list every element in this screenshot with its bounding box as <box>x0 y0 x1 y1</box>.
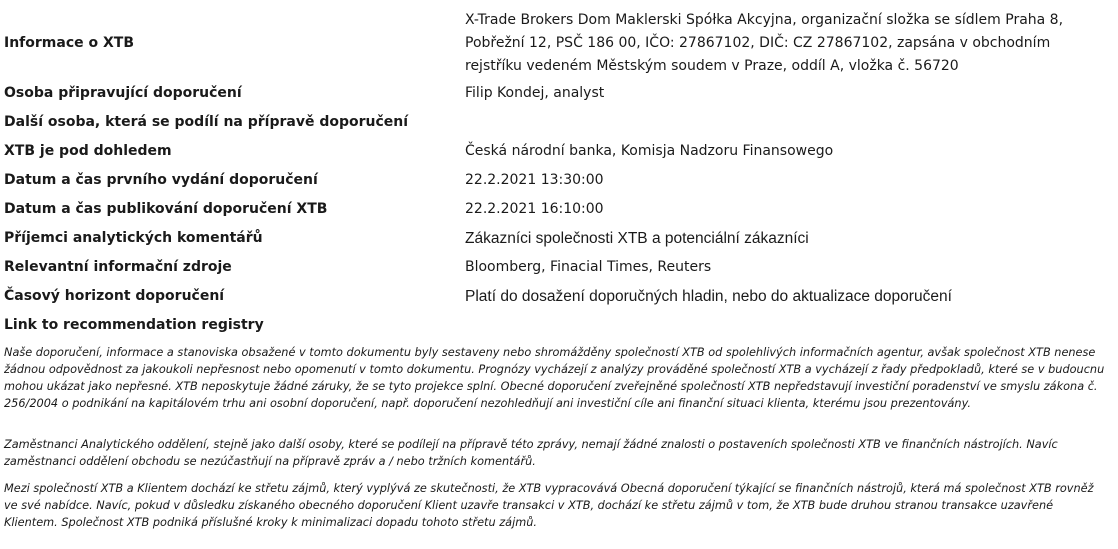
row-label: Relevantní informační zdroje <box>4 259 232 275</box>
row-label: Další osoba, která se podílí na přípravě doporučení <box>4 114 409 130</box>
row-value: Zákazníci společnosti XTB a potenciální zákazníci <box>465 230 809 247</box>
row-label: Link to recommendation registry <box>4 317 264 333</box>
row-label: Informace o XTB <box>4 35 134 51</box>
info-row-recipients <box>4 224 1104 253</box>
row-label: Osoba připravující doporučení <box>4 85 242 101</box>
info-row-author <box>4 79 1104 108</box>
row-value: 22.2.2021 13:30:00 <box>465 172 604 188</box>
info-row-horizon <box>4 282 1104 311</box>
info-row-supervision <box>4 137 1104 166</box>
row-label: Datum a čas publikování doporučení XTB <box>4 201 328 217</box>
info-row-first-release <box>4 166 1104 195</box>
info-table <box>4 8 1104 340</box>
info-row-sources <box>4 253 1104 282</box>
row-value <box>465 311 1104 340</box>
row-label: Datum a čas prvního vydání doporučení <box>4 172 318 188</box>
info-row-publication <box>4 195 1104 224</box>
row-value: X-Trade Brokers Dom Maklerski Spółka Akcyjna, organizační složka se sídlem Praha 8, Pobřežní 12, PSČ 186 00, IČO: 27867102, DIČ: CZ 27867102, zapsána v obchodním rejstříku vedeném Městským soudem v Praze, oddíl A, vložka č. 56720 <box>465 12 1064 74</box>
row-value: 22.2.2021 16:10:00 <box>465 201 604 217</box>
row-label: XTB je pod dohledem <box>4 143 172 159</box>
disclaimer-paragraph: Naše doporučení, informace a stanoviska obsažené v tomto dokumentu byly sestaveny nebo shromážděny společností XTB od spolehlivých informačních agentur, avšak společnost XTB nenese žádnou odpovědnost za jakoukoli nepřesnost nebo opomenutí v tomto dokumentu. Prognózy vycházejí z analýzy prováděné společností XTB a vycházejí z řady předpokladů, které se v budoucnu mohou ukázat jako nepřesné. XTB neposkytuje žádné záruky, že se tyto projekce splní. Obecné doporučení zveřejněné společností XTB nepředstavují investiční poradenství ve smyslu zákona č. 256/2004 o podnikání na kapitálovém trhu ani osobní doporučení, např. doporučení nezohledňují ani investiční cíle ani finanční situaci klienta, kterému jsou prezentovány. <box>4 346 1105 410</box>
row-value: Filip Kondej, analyst <box>465 85 605 101</box>
row-label: Příjemci analytických komentářů <box>4 230 263 246</box>
row-label: Časový horizont doporučení <box>4 288 225 304</box>
disclaimer-paragraph: Mezi společností XTB a Klientem dochází ke střetu zájmů, který vyplývá ze skutečnosti, že XTB vypracovává Obecná doporučení týkající se finančních nástrojů, která má společnost XTB rovněž ve své nabídce. Navíc, pokud v důsledku získaného obecného doporučení Klient uzavře transakci v XTB, dochází ke střetu zájmů v tom, že XTB bude druhou stranou transakce uzavřené Klientem. Společnost XTB podniká příslušné kroky k minimalizaci dopadu tohoto střetu zájmů. <box>4 482 1094 529</box>
info-row-registry-link <box>4 311 1104 340</box>
row-value: Platí do dosažení doporučných hladin, nebo do aktualizace doporučení <box>465 288 952 305</box>
row-value <box>465 108 1104 137</box>
row-value: Bloomberg, Finacial Times, Reuters <box>465 259 712 275</box>
info-row-other-person <box>4 108 1104 137</box>
info-row-company <box>4 8 1104 79</box>
disclaimer-paragraph: Zaměstnanci Analytického oddělení, stejně jako další osoby, které se podílejí na přípravě této zprávy, nemají žádné znalosti o postaveních společnosti XTB ve finančních nástrojích. Navíc zaměstnanci oddělení obchodu se nezúčastňují na přípravě zpráv a / nebo tržních komentářů. <box>4 438 1058 468</box>
row-value: Česká národní banka, Komisja Nadzoru Finansowego <box>465 143 834 159</box>
